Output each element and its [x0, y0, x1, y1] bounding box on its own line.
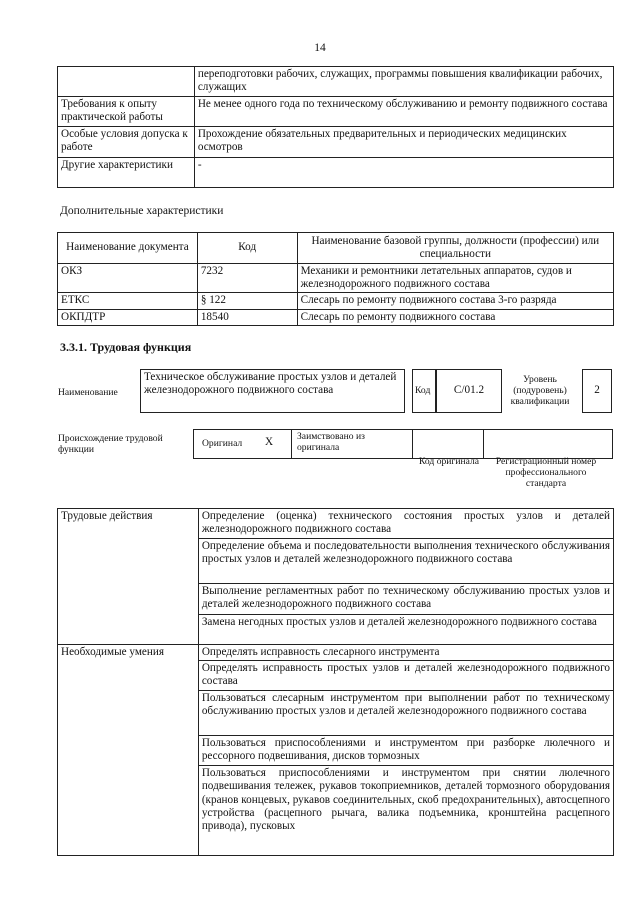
labour-function-table — [57, 508, 614, 856]
section-label: Трудовые действия — [58, 509, 199, 645]
section-label: Необходимые умения — [58, 645, 199, 856]
row-value: переподготовки рабочих, служащих, программы повышения квалификации рабочих, служащих — [194, 67, 613, 97]
table-cell: 7232 — [197, 264, 297, 293]
table-row — [58, 127, 614, 158]
code-label: Код — [415, 385, 431, 396]
table-cell: ЕТКС — [58, 293, 198, 309]
code-value: C/01.2 — [453, 384, 485, 396]
table-row — [58, 67, 614, 97]
column-header: Наименование документа — [58, 233, 198, 264]
table-cell: ОКЗ — [58, 264, 198, 293]
function-name: Техническое обслуживание простых узлов и деталей железнодорожного подвижного состава — [144, 371, 397, 397]
row-value: - — [194, 158, 613, 188]
table-row — [58, 264, 614, 293]
section-title: 3.3.1. Трудовая функция — [60, 340, 192, 354]
divider — [412, 429, 413, 459]
reg-number-caption: Регистрационный номер профессионального стандарта — [495, 456, 597, 489]
list-item: Пользоваться приспособлениями и инструментом при разборке люлечного и рессорного подвешивания, дисков тормозных — [198, 736, 613, 766]
row-value: Прохождение обязательных предварительных и периодических медицинских осмотров — [194, 127, 613, 158]
table-row — [58, 309, 614, 325]
original-label: Оригинал — [202, 438, 243, 449]
table-header-row — [58, 233, 614, 264]
code-original-caption: Код оригинала — [418, 456, 480, 467]
level-label: Уровень (подуровень) квалификации — [510, 374, 570, 407]
name-label: Наименование — [58, 387, 118, 398]
table-cell: Механики и ремонтники летательных аппаратов, судов и железнодорожного подвижного состава — [297, 264, 613, 293]
table-row — [58, 509, 614, 539]
row-label: Требования к опыту практической работы — [58, 97, 195, 127]
divider — [291, 429, 292, 459]
function-name-box — [140, 369, 405, 413]
table-row — [58, 645, 614, 661]
row-label: Другие характеристики — [58, 158, 195, 188]
table-row — [58, 158, 614, 188]
additional-characteristics-title: Дополнительные характеристики — [60, 205, 224, 217]
table-row — [58, 293, 614, 309]
list-item: Замена негодных простых узлов и деталей железнодорожного подвижного состава — [198, 615, 613, 645]
column-header: Наименование базовой группы, должности (профессии) или специальности — [297, 233, 613, 264]
origin-box — [193, 429, 613, 459]
level-value: 2 — [594, 384, 600, 396]
list-item: Определять исправность слесарного инструмента — [198, 645, 613, 661]
row-value: Не менее одного года по техническому обслуживанию и ремонту подвижного состава — [194, 97, 613, 127]
column-header: Код — [197, 233, 297, 264]
table-row — [58, 97, 614, 127]
table-cell: Слесарь по ремонту подвижного состава 3-го разряда — [297, 293, 613, 309]
table-cell: ОКПДТР — [58, 309, 198, 325]
page-number: 14 — [314, 42, 326, 54]
original-mark: X — [265, 436, 274, 448]
code-label-box — [412, 369, 436, 413]
list-item: Определение объема и последовательности выполнения технического обслуживания простых узлов и деталей железнодорожного подвижного состава — [198, 539, 613, 584]
divider — [483, 429, 484, 459]
borrowed-label: Заимствовано из оригинала — [297, 431, 365, 453]
row-label — [58, 67, 195, 97]
level-value-box — [582, 369, 612, 413]
table-cell: Слесарь по ремонту подвижного состава — [297, 309, 613, 325]
row-label: Особые условия допуска к работе — [58, 127, 195, 158]
list-item: Определение (оценка) технического состояния простых узлов и деталей железнодорожного подвижного состава — [198, 509, 613, 539]
list-item: Определять исправность простых узлов и деталей железнодорожного подвижного состава — [198, 661, 613, 691]
general-characteristics-table — [57, 66, 614, 188]
list-item: Пользоваться приспособлениями и инструментом при снятии люлечного подвешивания тележек, рукавов токоприемников, деталей тормозного оборудования (кранов концевых, рукавов соединительных, скоб предохранительных), автосцепного устройства (расцепного рычага, валика подъемника, кронштейна расцепного привода), пусковых — [198, 766, 613, 856]
additional-characteristics-table — [57, 232, 614, 326]
table-cell: § 122 — [197, 293, 297, 309]
list-item: Пользоваться слесарным инструментом при выполнении работ по техническому обслуживанию простых узлов и деталей железнодорожного подвижного состава — [198, 691, 613, 736]
list-item: Выполнение регламентных работ по техническому обслуживанию простых узлов и деталей железнодорожного подвижного состава — [198, 584, 613, 615]
table-cell: 18540 — [197, 309, 297, 325]
code-value-box — [436, 369, 502, 413]
origin-label: Происхождение трудовой функции — [58, 433, 163, 455]
